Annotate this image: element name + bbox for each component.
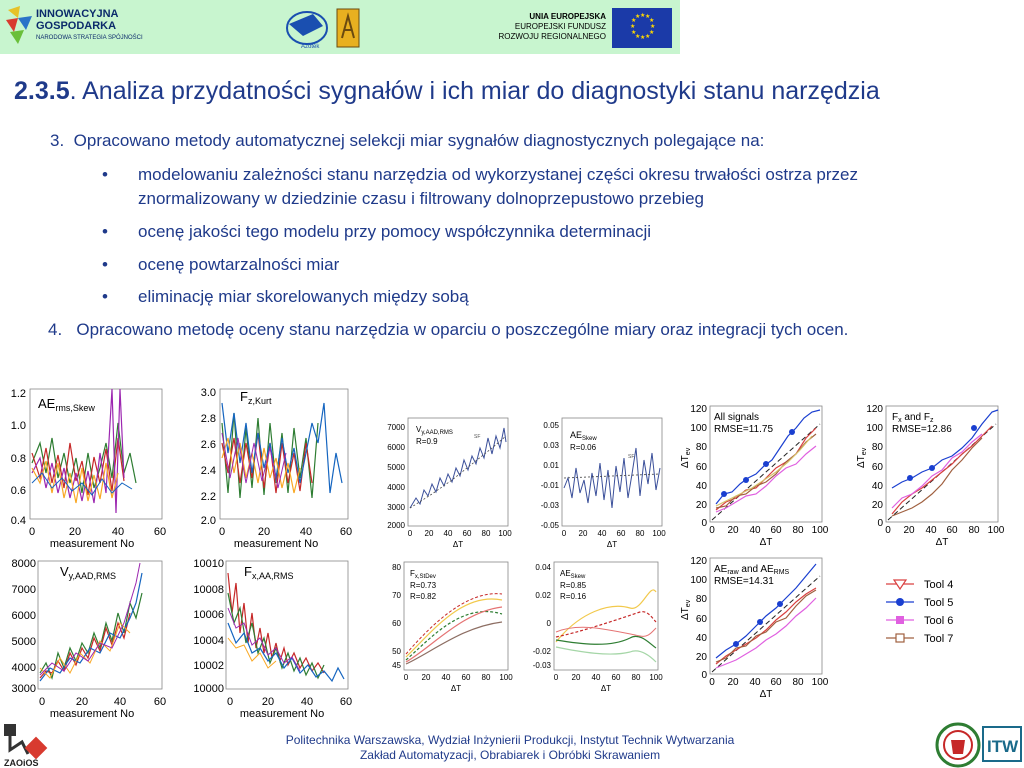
r2-ytick: 20 <box>871 500 883 511</box>
m3-xtick: 100 <box>499 673 513 682</box>
m2-ytick: 0.01 <box>543 461 559 470</box>
m3-label: $F_{x,StDev}$ <box>410 569 436 580</box>
r3-ytick: 80 <box>695 594 707 605</box>
m1-ytick: 5000 <box>387 463 405 472</box>
c4-ytick: 10008 <box>193 584 224 596</box>
legend-square-icon <box>896 616 904 624</box>
r2-label2: RMSE=12.86 <box>892 424 952 435</box>
r1-ytick: 40 <box>695 481 707 492</box>
footer-line2: Zakład Automatyzacji, Obrabiarek i Obróbki Skrawaniem <box>359 748 661 762</box>
m4-xtick: 0 <box>553 673 559 682</box>
r2-ytick: 40 <box>871 481 883 492</box>
c4-xlabel: measurement No <box>239 708 325 718</box>
c2-ytick: 3.0 <box>200 387 216 399</box>
r2-label1: $F_x$ and $F_z$ <box>892 412 934 424</box>
r1-label1: All signals <box>714 412 760 423</box>
m4-xtick: 60 <box>611 673 621 682</box>
svg-text:★: ★ <box>631 30 637 36</box>
r3-xtick: 100 <box>811 677 829 688</box>
c2-xtick: 40 <box>299 526 313 538</box>
legend-circle-icon <box>896 598 904 606</box>
r2-xtick: 80 <box>968 525 980 536</box>
m2-ytick: -0.03 <box>540 501 559 510</box>
r3-ytick: 20 <box>695 652 707 663</box>
svg-text:★: ★ <box>649 18 655 24</box>
c3-label: $V_{y,AAD,RMS}$ <box>60 564 117 581</box>
chart-model-ae-skew-2 <box>520 552 670 694</box>
c3-xtick: 40 <box>113 696 127 708</box>
r3-xtick: 20 <box>727 677 739 688</box>
c3-xlabel: measurement No <box>49 708 135 718</box>
m3-xlabel: ΔT <box>450 684 462 693</box>
svg-text:★: ★ <box>645 34 651 40</box>
m3-ytick: 45 <box>392 661 401 670</box>
eu-line3: ROZWOJU REGIONALNEGO <box>498 32 606 41</box>
c1-xtick: 60 <box>153 526 167 538</box>
r2-xlabel: ΔT <box>935 537 949 546</box>
r1-ytick: 120 <box>690 404 707 415</box>
r1-xtick: 0 <box>709 525 715 536</box>
m2-r2: R=0.06 <box>570 443 597 452</box>
header-banner <box>0 0 680 54</box>
c2-xtick: 0 <box>218 526 226 538</box>
r2-xtick: 20 <box>903 525 915 536</box>
c3-xtick: 0 <box>38 696 46 708</box>
bullet-1-line2: znormalizowany w dziedzinie czasu i filtrowany dolnoprzepustowo przebieg <box>138 189 705 208</box>
legend-tool7: Tool 7 <box>924 633 954 645</box>
c1-xlabel: measurement No <box>49 538 135 548</box>
r3-ylabel: $\Delta T_{ev}$ <box>680 599 692 620</box>
azotek-logo-icon <box>283 6 331 50</box>
r2-point <box>907 475 913 481</box>
m2-xlabel: ΔT <box>606 540 618 549</box>
m2-ytick: -0.05 <box>540 521 559 530</box>
m3-xtick: 60 <box>461 673 471 682</box>
c3-ytick: 5000 <box>11 636 36 648</box>
c4-ytick: 10002 <box>193 660 224 672</box>
r3-xtick: 80 <box>792 677 804 688</box>
c4-xtick: 60 <box>339 696 353 708</box>
m4-ytick: 0.02 <box>535 591 551 600</box>
m4-r2b: R=0.16 <box>560 592 587 601</box>
m1-ytick: 2000 <box>387 521 405 530</box>
c3-ytick: 8000 <box>11 558 36 570</box>
c4-xtick: 0 <box>226 696 234 708</box>
r3-xtick: 40 <box>749 677 761 688</box>
m4-xtick: 100 <box>649 673 663 682</box>
r3-label1: $AE_{raw}$ and $AE_{RMS}$ <box>714 564 790 576</box>
m1-label: $V_{y,AAD,RMS}$ <box>416 425 453 436</box>
m1-xlabel: ΔT <box>452 540 464 549</box>
r3-ytick: 60 <box>695 614 707 625</box>
legend-tool5: Tool 5 <box>924 597 954 609</box>
c3-ytick: 4000 <box>11 662 36 674</box>
m4-xtick: 20 <box>571 673 581 682</box>
c4-xtick: 40 <box>300 696 314 708</box>
m2-xtick: 0 <box>561 529 567 538</box>
r2-point <box>971 425 977 431</box>
r3-label2: RMSE=14.31 <box>714 576 774 587</box>
chart-vy-aad-rms <box>0 553 178 718</box>
zaoios-logo-icon <box>2 720 50 768</box>
c4-ytick: 10010 <box>193 558 224 570</box>
svg-text:★: ★ <box>631 18 637 24</box>
m3-ytick: 70 <box>392 591 401 600</box>
legend-tool6: Tool 6 <box>924 615 954 627</box>
m2-xtick: 40 <box>597 529 607 538</box>
m1-xtick: 60 <box>462 529 472 538</box>
r2-ytick: 0 <box>877 518 883 529</box>
m3-ytick: 80 <box>392 563 401 572</box>
r1-xtick: 80 <box>792 525 804 536</box>
r1-point <box>789 429 795 435</box>
svg-text:★: ★ <box>645 14 651 20</box>
m2-xtick: 20 <box>578 529 588 538</box>
c1-ytick: 1.0 <box>10 420 26 432</box>
r2-ylabel: $\Delta T_{ev}$ <box>856 447 868 468</box>
r3-ytick: 40 <box>695 633 707 644</box>
m4-ytick: 0 <box>546 619 551 628</box>
chart-fx-aa-rms <box>186 553 366 718</box>
r3-ytick: 100 <box>690 575 707 586</box>
chart-fz-kurt <box>188 383 363 548</box>
politechnika-emblem-icon <box>935 722 981 768</box>
r1-xlabel: ΔT <box>759 537 773 546</box>
c1-ytick: 0.8 <box>10 453 26 465</box>
c1-label: $AE_{rms,Skew}$ <box>38 396 95 413</box>
m1-ytick: 7000 <box>387 423 405 432</box>
r2-xtick: 60 <box>946 525 958 536</box>
chart-model-fx-stdev <box>372 552 522 694</box>
c1-xtick: 20 <box>68 526 82 538</box>
bullet-4-text: eliminację miar skorelowanych między sobą <box>138 287 469 306</box>
svg-text:★: ★ <box>640 13 646 19</box>
m4-xlabel: ΔT <box>600 684 612 693</box>
footer-line1: Politechnika Warszawska, Wydział Inżynierii Produkcji, Instytut Technik Wytwarzania <box>285 733 735 747</box>
m2-xtick: 80 <box>635 529 645 538</box>
r3-point <box>777 601 783 607</box>
title-text: . Analiza przydatności sygnałów i ich miar do diagnostyki stanu narzędzia <box>69 77 880 105</box>
r1-label2: RMSE=11.75 <box>714 424 774 435</box>
itw-logo-icon <box>982 726 1022 762</box>
chart-result-fx-fz <box>852 398 1008 546</box>
itw-text: ITW <box>987 737 1019 756</box>
c3-ytick: 3000 <box>11 683 36 695</box>
c4-label: $F_{x,AA,RMS}$ <box>244 564 294 581</box>
eu-flag-icon <box>612 8 672 48</box>
r2-ytick: 80 <box>871 442 883 453</box>
r1-point <box>721 491 727 497</box>
c2-ytick: 2.2 <box>200 491 216 503</box>
c4-ytick: 10004 <box>193 635 224 647</box>
m1-sf-label: SF <box>474 434 481 440</box>
m3-r2a: R=0.73 <box>410 581 437 590</box>
bullet-1-line1: modelowaniu zależności stanu narzędzia od wykorzystanej części okresu trwałości ostrza przez <box>138 165 858 184</box>
m3-xtick: 0 <box>403 673 409 682</box>
c4-ytick: 10000 <box>193 683 224 695</box>
eu-text <box>498 12 606 42</box>
r1-ytick: 100 <box>690 423 707 434</box>
c4-xtick: 20 <box>261 696 275 708</box>
m2-xtick: 60 <box>616 529 626 538</box>
item-4-num: 4. <box>48 320 63 339</box>
r2-xtick: 100 <box>987 525 1005 536</box>
bullet-1-mark: • <box>102 165 108 184</box>
c1-ytick: 0.4 <box>10 515 26 527</box>
r2-point <box>929 465 935 471</box>
m4-ytick: -0.02 <box>532 647 551 656</box>
item-4-text: Opracowano metodę oceny stanu narzędzia w oparciu o poszczególne miary oraz integracji tych ocen. <box>76 320 849 339</box>
m3-ytick: 50 <box>392 647 401 656</box>
r2-xtick: 40 <box>925 525 937 536</box>
m2-label: $AE_{Skew}$ <box>570 430 597 442</box>
m4-ytick: 0.04 <box>535 563 551 572</box>
m2-ytick: -0.01 <box>540 481 559 490</box>
r1-xtick: 100 <box>811 525 829 536</box>
c3-xtick: 60 <box>153 696 167 708</box>
m1-ytick: 3000 <box>387 503 405 512</box>
item-4 <box>48 320 848 340</box>
ig-line1: INNOWACYJNA <box>36 8 119 20</box>
r1-ytick: 0 <box>701 518 707 529</box>
m1-xtick: 20 <box>424 529 434 538</box>
item-3-num: 3. <box>50 131 65 150</box>
svg-text:★: ★ <box>649 30 655 36</box>
c2-ytick: 2.0 <box>200 515 216 527</box>
r1-xtick: 60 <box>770 525 782 536</box>
r1-xtick: 40 <box>749 525 761 536</box>
svg-text:★: ★ <box>640 35 646 41</box>
svg-text:★: ★ <box>635 14 641 20</box>
c2-xtick: 60 <box>339 526 353 538</box>
m4-xtick: 40 <box>591 673 601 682</box>
partner-logo-icon <box>336 8 360 48</box>
m1-xtick: 100 <box>498 529 512 538</box>
chart-model-ae-skew <box>526 408 676 550</box>
item-3 <box>50 131 764 151</box>
c3-ytick: 6000 <box>11 610 36 622</box>
c1-ytick: 1.2 <box>10 388 26 400</box>
ig-line2: GOSPODARKA <box>36 20 117 32</box>
chart-model-vy <box>372 408 522 550</box>
m4-xtick: 80 <box>631 673 641 682</box>
m1-ytick: 4000 <box>387 483 405 492</box>
m4-ytick: -0.03 <box>532 661 551 670</box>
r1-ytick: 20 <box>695 500 707 511</box>
c2-xtick: 20 <box>257 526 271 538</box>
legend-open-square-icon <box>896 634 904 642</box>
svg-text:★: ★ <box>650 24 656 30</box>
zaoios-text: ZAOiOS <box>4 758 39 768</box>
r3-point <box>733 641 739 647</box>
title-number: 2.3.5 <box>14 77 70 105</box>
m2-sf-label: SF <box>628 454 635 460</box>
results-legend <box>880 570 990 646</box>
eu-line2: EUROPEJSKI FUNDUSZ <box>514 22 606 31</box>
svg-text:★: ★ <box>635 34 641 40</box>
r3-xtick: 0 <box>709 677 715 688</box>
r1-point <box>743 477 749 483</box>
m1-xtick: 80 <box>481 529 491 538</box>
slide-title <box>14 77 880 106</box>
r3-xtick: 60 <box>770 677 782 688</box>
m1-xtick: 0 <box>407 529 413 538</box>
innowacyjna-gospodarka-text <box>36 8 143 44</box>
c1-xtick: 0 <box>28 526 36 538</box>
c3-ytick: 7000 <box>11 584 36 596</box>
m1-xtick: 40 <box>443 529 453 538</box>
c3-xtick: 20 <box>75 696 89 708</box>
r1-xtick: 20 <box>727 525 739 536</box>
r1-ylabel: $\Delta T_{ev}$ <box>680 447 692 468</box>
item-3-text: Opracowano metody automatycznej selekcji miar sygnałów diagnostycznych polegające na: <box>73 131 765 150</box>
m3-xtick: 20 <box>421 673 431 682</box>
c1-ytick: 0.6 <box>10 485 26 497</box>
bullet-3-mark: • <box>102 255 108 274</box>
r2-ytick: 60 <box>871 462 883 473</box>
m4-r2a: R=0.85 <box>560 581 587 590</box>
chart-ae-rms-skew <box>0 383 178 548</box>
r3-point <box>757 619 763 625</box>
r2-ytick: 100 <box>866 423 883 434</box>
c2-ytick: 2.4 <box>200 465 216 477</box>
r1-ytick: 80 <box>695 442 707 453</box>
c1-xtick: 40 <box>111 526 125 538</box>
c2-ytick: 2.6 <box>200 439 216 451</box>
r3-ytick: 120 <box>690 556 707 567</box>
bullet-2-mark: • <box>102 222 108 241</box>
c2-xlabel: measurement No <box>233 538 319 548</box>
ig-line3: NARODOWA STRATEGIA SPÓJNOŚCI <box>36 35 143 41</box>
r1-ytick: 60 <box>695 462 707 473</box>
m1-r2: R=0.9 <box>416 437 438 446</box>
r3-xlabel: ΔT <box>759 689 773 698</box>
m3-ytick: 60 <box>392 619 401 628</box>
c2-label: $F_{z,Kurt}$ <box>240 389 272 406</box>
m2-ytick: 0.05 <box>543 421 559 430</box>
m1-ytick: 6000 <box>387 443 405 452</box>
c4-ytick: 10006 <box>193 609 224 621</box>
m3-xtick: 80 <box>481 673 491 682</box>
m3-xtick: 40 <box>441 673 451 682</box>
m2-ytick: 0.03 <box>543 441 559 450</box>
r2-ytick: 120 <box>866 404 883 415</box>
bullet-3-text: ocenę powtarzalności miar <box>138 255 340 274</box>
svg-text:★: ★ <box>630 24 636 30</box>
r2-xtick: 0 <box>885 525 891 536</box>
chart-result-all-signals <box>676 398 832 546</box>
bullet-4-mark: • <box>102 287 108 306</box>
bullet-2-text: ocenę jakości tego modelu przy pomocy współczynnika determinacji <box>138 222 652 241</box>
m4-label: $AE_{Skew}$ <box>560 569 586 580</box>
m3-r2b: R=0.82 <box>410 592 437 601</box>
footer <box>240 733 780 763</box>
legend-tool4: Tool 4 <box>924 579 954 591</box>
m2-xtick: 100 <box>652 529 666 538</box>
innowacyjna-gospodarka-logo-icon <box>4 4 34 48</box>
azotek-text: Azotek <box>301 44 320 50</box>
eu-line1: UNIA EUROPEJSKA <box>529 12 606 21</box>
r1-point <box>763 461 769 467</box>
chart-result-ae-raw-rms <box>676 550 832 698</box>
r3-ytick: 0 <box>701 670 707 681</box>
c2-ytick: 2.8 <box>200 413 216 425</box>
